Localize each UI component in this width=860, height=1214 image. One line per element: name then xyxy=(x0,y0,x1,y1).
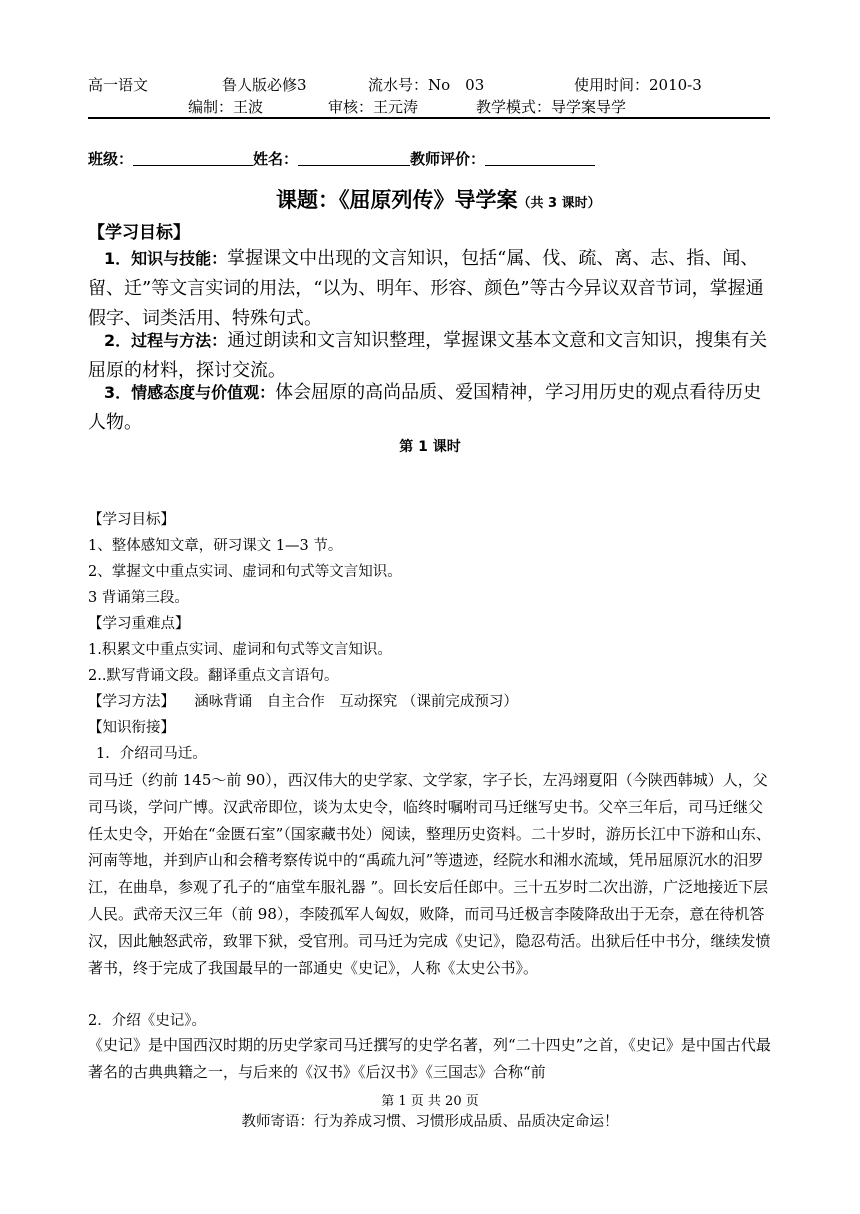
page-title xyxy=(276,184,601,214)
header-reviewer: 审核：王元涛 xyxy=(328,98,419,116)
objective-3-label: 3．情感态度与价值观： xyxy=(104,383,276,402)
method-label: 【学习方法】 xyxy=(88,694,168,710)
title-main: 课题：《屈原列传》导学案 xyxy=(276,188,518,212)
title-sub: （共 3 课时） xyxy=(517,196,601,211)
lesson-heading: 第 1 课时 xyxy=(399,439,461,455)
name-label: 姓名： xyxy=(253,150,299,168)
header-date: 使用时间：2010-3 xyxy=(574,76,702,94)
objectives-heading: 【学习目标】 xyxy=(88,223,190,243)
header-mode: 教学模式：导学案导学 xyxy=(476,98,627,116)
objective-3-text: 体会屈原的高尚品质、爱国精神，学习用历史的观点看待历史人物。 xyxy=(88,382,762,433)
knowledge-heading: 【知识衔接】 xyxy=(88,720,175,736)
class-blank[interactable] xyxy=(133,151,253,166)
method-line xyxy=(88,689,518,716)
info-fields xyxy=(88,148,595,169)
name-blank[interactable] xyxy=(298,151,410,166)
header-serial: 流水号：No 03 xyxy=(368,76,485,94)
key-2: 2..默写背诵文段。翻译重点文言语句。 xyxy=(88,668,339,684)
page-number: 第 1 页 共 20 页 xyxy=(381,1094,479,1109)
header-editor: 编制：王波 xyxy=(188,98,264,116)
intro1-title: 1．介绍司马迁。 xyxy=(96,746,207,762)
key-1: 1.积累文中重点实词、虚词和句式等文言知识。 xyxy=(88,642,392,658)
objective-2-text: 通过朗读和文言知识整理，掌握课文基本文意和文言知识，搜集有关屈原的材料，探讨交流。 xyxy=(88,330,768,381)
intro2-text: 《史记》是中国西汉时期的历史学家司马迁撰写的史学名著，列“二十四史”之首，《史记》是中国古代最著名的古典典籍之一，与后来的《汉书》《后汉书》《三国志》合称“前 xyxy=(88,1036,771,1081)
intro1-text: 司马迁（约前 145～前 90），西汉伟大的史学家、文学家，字子长，左冯翊夏阳（今陕西韩城）人，父司马谈，学问广博。汉武帝即位，谈为太史令，临终时嘱咐司马迁继写史书。父卒三年后，司马迁继父任太史令，开始在“金匮石室”（国家藏书处）阅读，整理历史资料。二十岁时，游历长江中下游和山东、河南等地，并到庐山和会稽考察传说中的“禹疏九河”等遗迹，经院水和湘水流域，凭吊屈原沉水的汨罗江，在曲阜，参观了孔子的“庙堂车服礼器 ”。回长安后任郎中。三十五岁时二次出游，广泛地接近下层人民。武帝天汉三年（前 98），李陵孤军人匈奴，败降，而司马迁极言李陵降敌出于无奈，意在待机答汉，因此触怒武帝，致罪下狱，受官刑。司马迁为完成《史记》，隐忍苟活。出狱后任中书分，继续发愤著书，终于完成了我国最早的一部通史《史记》，人称《太史公书》。 xyxy=(88,771,771,977)
goals-heading: 【学习目标】 xyxy=(88,512,175,528)
footer-motto: 教师寄语：行为养成习惯、习惯形成品质、品质决定命运！ xyxy=(241,1114,619,1130)
goal-1: 1、整体感知文章，研习课文 1—3 节。 xyxy=(88,538,343,554)
header-edition: 鲁人版必修3 xyxy=(222,76,307,94)
goal-3: 3 背诵第三段。 xyxy=(88,590,189,606)
class-label: 班级： xyxy=(88,150,134,168)
intro2-title: 2．介绍《史记》。 xyxy=(88,1013,206,1029)
key-heading: 【学习重难点】 xyxy=(88,616,190,632)
eval-blank[interactable] xyxy=(485,151,595,166)
objective-1-text: 掌握课文中出现的文言知识，包括“属、伐、疏、离、志、指、闻、留、迁”等文言实词的用法，“以为、明年、形容、颜色”等古今异议双音节词，掌握通假字、词类活用、特殊句式。 xyxy=(88,248,764,329)
header-subject: 高一语文 xyxy=(88,76,149,94)
header-rule xyxy=(88,117,770,119)
goal-2: 2、掌握文中重点实词、虚词和句式等文言知识。 xyxy=(88,564,402,580)
eval-label: 教师评价： xyxy=(410,150,486,168)
objective-1-label: 1．知识与技能： xyxy=(104,249,228,268)
objective-3 xyxy=(88,378,772,438)
objective-2-label: 2．过程与方法： xyxy=(104,331,228,350)
objective-1 xyxy=(88,244,772,334)
objective-2 xyxy=(88,326,772,386)
method-text: 涵咏背诵 自主合作 互动探究 （课前完成预习） xyxy=(179,694,518,710)
